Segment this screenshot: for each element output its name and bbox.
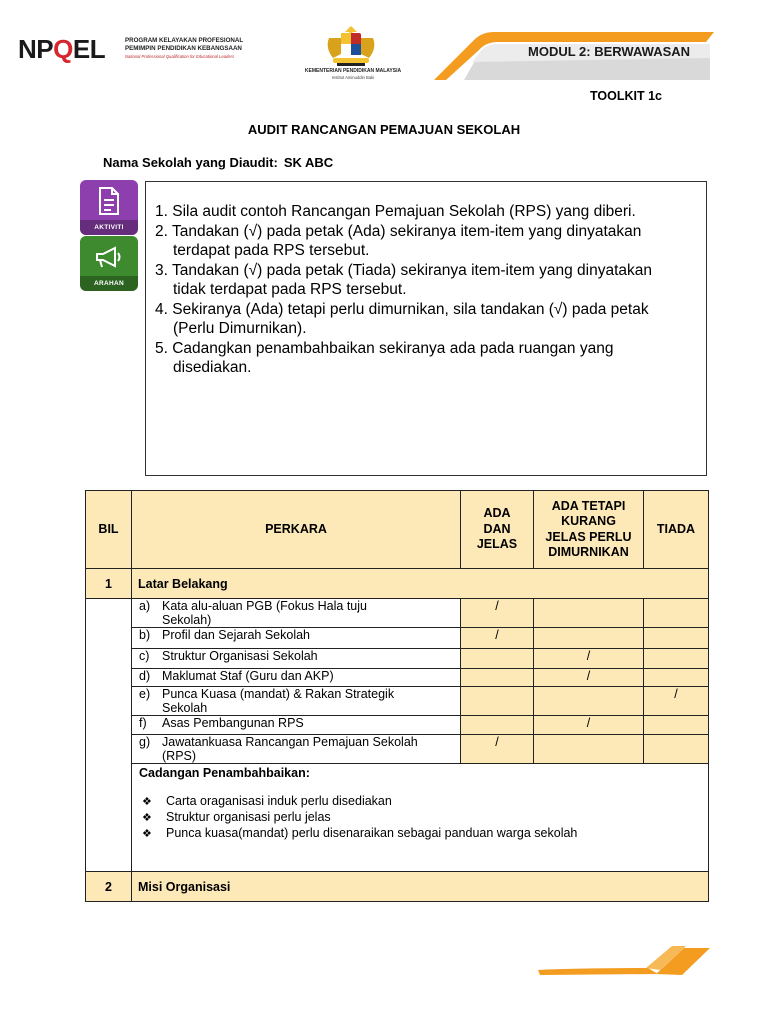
audit-table [85,490,709,902]
item-description: e) Punca Kuasa (mandat) & Rakan Strategik Sekolah [132,687,461,716]
section-row-2 [86,872,709,902]
instruction-2: 2. Tandakan (√) pada petak (Ada) sekiranya item-item yang dinyatakan [155,222,642,240]
header-perkara: PERKARA [132,491,461,569]
header-tiada: TIADA [644,491,709,569]
suggestions-list [139,794,701,842]
instruction-3: 3. Tandakan (√) pada petak (Tiada) sekiranya item-item yang dinyatakan [155,261,653,279]
checkbox-ada[interactable] [461,669,534,687]
diamond-bullet-icon: ❖ [142,796,152,808]
checkbox-kurang[interactable]: / [534,649,644,669]
brand-line-2: PEMIMPIN PENDIDIKAN KEBANGSAAN [125,45,242,52]
instruction-3-cont: tidak terdapat pada RPS tersebut. [173,281,407,298]
checkbox-ada[interactable] [461,687,534,716]
checkbox-tiada[interactable] [644,628,709,649]
school-value: SK ABC [283,155,334,170]
header-bil: BIL [86,491,132,569]
header-ada: ADA DAN JELAS [461,491,534,569]
section-number: 1 [86,569,132,599]
checkbox-ada[interactable]: / [461,599,534,628]
npqel-logo: NPQEL [18,34,106,64]
table-row [86,649,709,669]
school-label: Nama Sekolah yang Diaudit: [103,155,278,170]
checkbox-kurang[interactable]: / [534,716,644,735]
item-description: b) Profil dan Sejarah Sekolah [132,628,461,649]
checkbox-ada[interactable]: / [461,628,534,649]
directions-label: ARAHAN [80,276,138,291]
suggestions-cell[interactable] [132,764,709,872]
table-row [86,687,709,716]
checkbox-tiada[interactable] [644,649,709,669]
module-title: MODUL 2: BERWAWASAN [528,44,691,59]
footer-swoosh [538,944,710,978]
item-description: a) Kata alu-aluan PGB (Fokus Hala tuju Sekolah) [132,599,461,628]
school-name-line [103,155,333,170]
document-title: AUDIT RANCANGAN PEMAJUAN SEKOLAH [247,122,521,137]
checkbox-kurang[interactable] [534,599,644,628]
table-row [86,599,709,628]
checkbox-tiada[interactable] [644,599,709,628]
instruction-4-cont: (Perlu Dimurnikan). [173,320,307,337]
checkbox-ada[interactable] [461,649,534,669]
section-number: 2 [86,872,132,902]
instruction-5-cont: disediakan. [173,359,252,376]
item-description: g) Jawatankuasa Rancangan Pemajuan Sekolah (RPS) [132,735,461,764]
diamond-bullet-icon: ❖ [142,812,152,824]
list-item: ❖ Punca kuasa(mandat) perlu disenaraikan sebagai panduan warga sekolah [139,826,701,842]
megaphone-icon [80,240,138,274]
checkbox-kurang[interactable] [534,735,644,764]
checkbox-tiada[interactable] [644,735,709,764]
instruction-1: 1. Sila audit contoh Rancangan Pemajuan Sekolah (RPS) yang diberi. [155,203,636,220]
brand-line-3: National Professional Qualification for Educational Leaders [125,54,235,59]
section-row-1 [86,569,709,599]
list-item: ❖ Struktur organisasi perlu jelas [139,810,701,826]
table-header-row [86,491,709,569]
item-description: d) Maklumat Staf (Guru dan AKP) [132,669,461,687]
checkbox-kurang[interactable] [534,687,644,716]
diamond-bullet-icon: ❖ [142,828,152,840]
instructions-box [145,181,707,476]
section-label: Misi Organisasi [132,872,709,902]
instruction-4: 4. Sekiranya (Ada) tetapi perlu dimurnikan, sila tandakan (√) pada petak [155,300,649,318]
coat-of-arms-icon [319,24,383,68]
list-item: ❖ Carta oraganisasi induk perlu disediakan [139,794,701,810]
table-row [86,669,709,687]
suggestions-title: Cadangan Penambahbaikan: [139,766,310,780]
instruction-5: 5. Cadangkan penambahbaikan sekiranya ada pada ruangan yang [155,339,614,357]
checkbox-kurang[interactable]: / [534,669,644,687]
table-row [86,716,709,735]
checkbox-tiada[interactable]: / [644,687,709,716]
instruction-2-cont: terdapat pada RPS tersebut. [173,242,370,259]
brand-line-1: PROGRAM KELAYAKAN PROFESIONAL [125,37,244,44]
checkbox-ada[interactable] [461,716,534,735]
directions-tile [80,236,138,291]
table-row [86,628,709,649]
item-description: f) Asas Pembangunan RPS [132,716,461,735]
bil-blank-cell [86,599,132,872]
header-kurang: ADA TETAPI KURANG JELAS PERLU DIMURNIKAN [534,491,644,569]
institute-name: Institut Aminuddin Baki [331,75,375,80]
document-icon [80,184,138,218]
checkbox-tiada[interactable] [644,716,709,735]
suggestions-row [86,764,709,872]
item-description: c) Struktur Organisasi Sekolah [132,649,461,669]
toolkit-label: TOOLKIT 1c [590,89,663,103]
ministry-name: KEMENTERIAN PENDIDIKAN MALAYSIA [304,68,402,74]
checkbox-ada[interactable]: / [461,735,534,764]
table-row [86,735,709,764]
checkbox-kurang[interactable] [534,628,644,649]
checkbox-tiada[interactable] [644,669,709,687]
activity-tile [80,180,138,235]
npqel-subtitle [125,37,275,61]
activity-label: AKTIVITI [80,220,138,235]
section-label: Latar Belakang [132,569,709,599]
